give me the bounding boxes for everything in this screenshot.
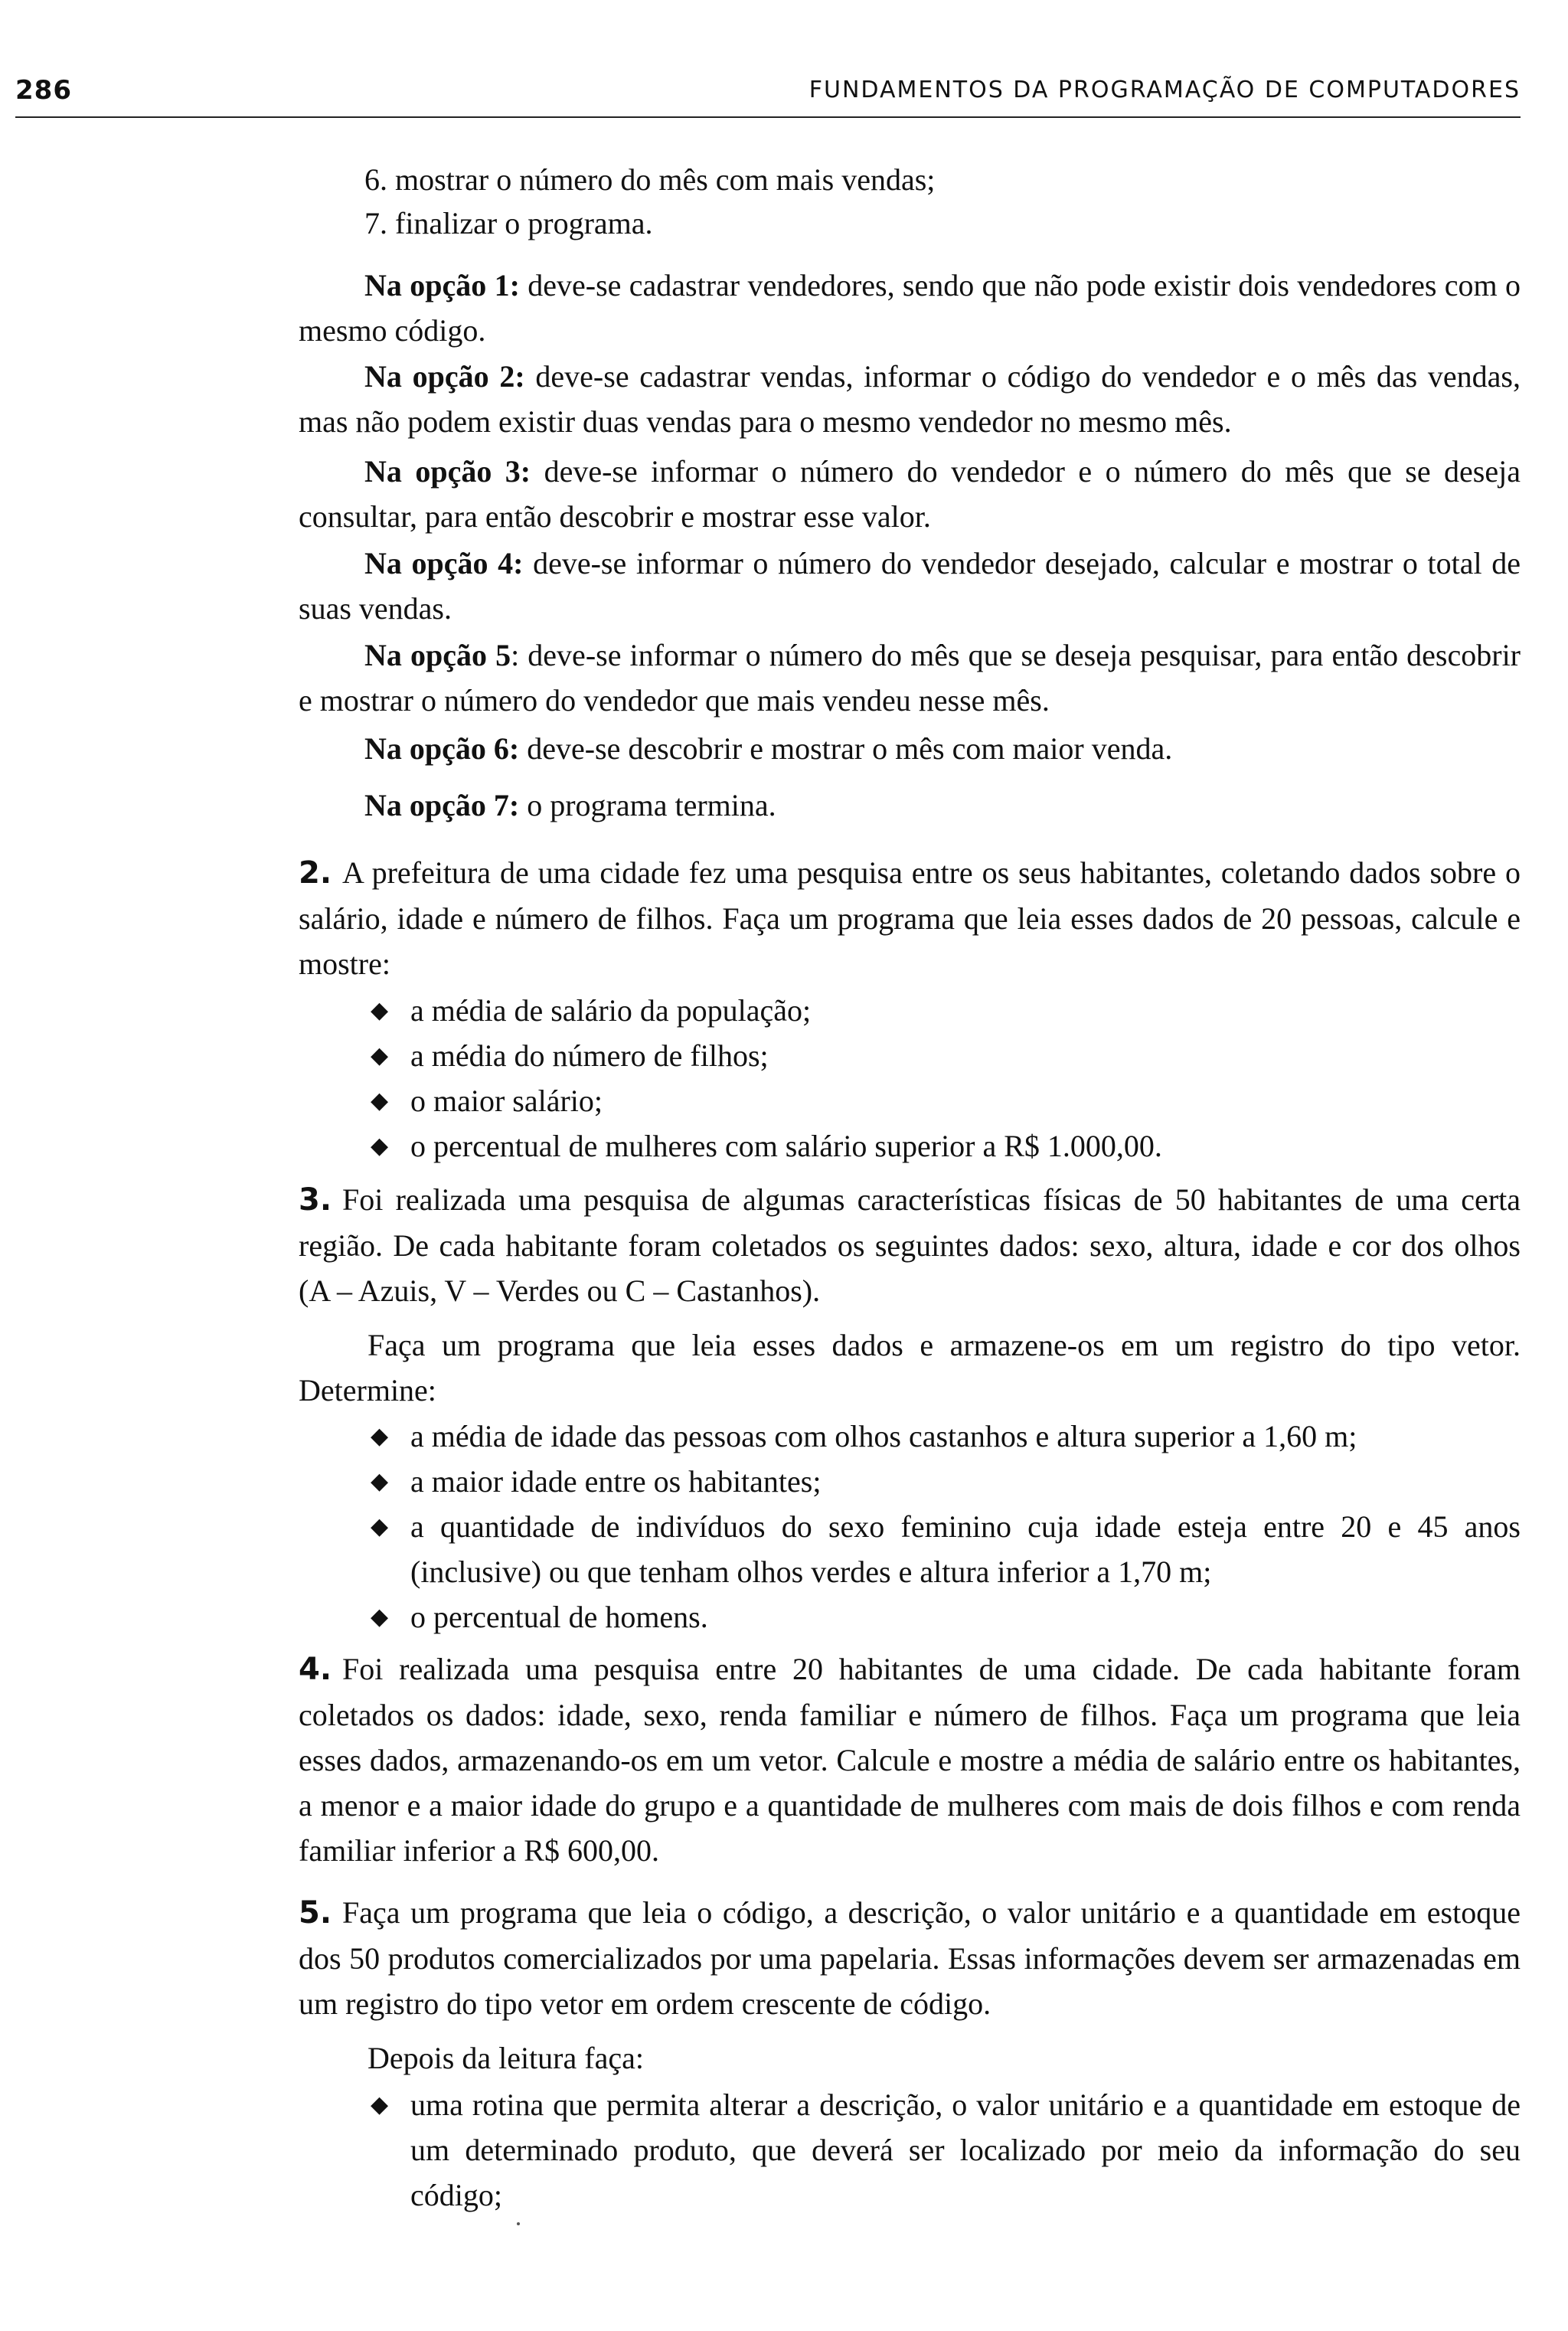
running-title: FUNDAMENTOS DA PROGRAMAÇÃO DE COMPUTADORES: [808, 77, 1521, 103]
exercise-text: Faça um programa que leia o código, a descrição, o valor unitário e a quantidade em estoque dos 50 produtos comercializados por uma papelaria. Essas informações devem ser armazenadas em um registro do tipo vetor em ordem crescente de código.: [299, 1895, 1521, 2021]
list-item: ◆ a média de idade das pessoas com olhos castanhos e altura superior a 1,60 m;: [363, 1414, 1521, 1459]
menu-item-6: 6. mostrar o número do mês com mais vendas;: [364, 162, 936, 197]
option-6: [364, 726, 1521, 771]
menu-item-7: 7. finalizar o programa.: [364, 206, 653, 240]
page-header: [15, 70, 1521, 118]
exercise-3-bullets: [363, 1414, 1521, 1640]
exercise-number: 3.: [299, 1182, 332, 1218]
option-1: [299, 263, 1521, 353]
list-item: ◆ a quantidade de indivíduos do sexo feminino cuja idade esteja entre 20 e 45 anos (inclusive) ou que tenham olhos verdes e altura inferior a 1,70 m;: [363, 1504, 1521, 1594]
exercise-5: [299, 1890, 1521, 2081]
option-label: Na opção 2:: [364, 359, 525, 394]
diamond-bullet-icon: ◆: [371, 1469, 389, 1494]
option-text: deve-se cadastrar vendedores, sendo que não pode existir dois vendedores com o mesmo código.: [299, 268, 1521, 348]
diamond-bullet-icon: ◆: [371, 998, 389, 1023]
option-label: Na opção 1:: [364, 268, 520, 302]
page-number: 286: [15, 75, 72, 106]
option-4: [299, 541, 1521, 631]
scan-speck: [517, 2222, 520, 2225]
exercise-text-2: Depois da leitura faça:: [368, 2041, 644, 2075]
option-3: [299, 449, 1521, 539]
option-text: deve-se informar o número do vendedor desejado, calcular e mostrar o total de suas vendas.: [299, 546, 1521, 626]
exercise-2-bullets: [363, 988, 1521, 1169]
exercise-number: 4.: [299, 1652, 332, 1687]
list-item: ◆ a média do número de filhos;: [363, 1033, 1521, 1078]
exercise-text: Foi realizada uma pesquisa de algumas características físicas de 50 habitantes de uma certa região. De cada habitante foram coletados os seguintes dados: sexo, altura, idade e cor dos olhos (A – Azuis, V – Verdes ou C – Castanhos).: [299, 1182, 1521, 1308]
exercise-text: Foi realizada uma pesquisa entre 20 habitantes de uma cidade. De cada habitante foram coletados os dados: idade, sexo, renda familiar e número de filhos. Faça um programa que leia esses dados, armazenando-os em um vetor. Calcule e mostre a média de salário entre os habitantes, a menor e a maior idade do grupo e a quantidade de mulheres com mais de dois filhos e com renda familiar inferior a R$ 600,00.: [299, 1652, 1521, 1868]
option-label: Na opção 7:: [364, 788, 520, 822]
option-text: deve-se informar o número do vendedor e o número do mês que se deseja consultar, para então descobrir e mostrar esse valor.: [299, 454, 1521, 534]
option-label: Na opção 3:: [364, 454, 531, 489]
list-item: ◆ o percentual de homens.: [363, 1594, 1521, 1640]
diamond-bullet-icon: ◆: [371, 1604, 389, 1630]
exercise-3: [299, 1177, 1521, 1413]
exercise-number: 5.: [299, 1895, 332, 1931]
option-label: Na opção 6:: [364, 731, 520, 766]
diamond-bullet-icon: ◆: [371, 1514, 389, 1539]
option-label: Na opção 5: [364, 638, 511, 672]
exercise-text-2: Faça um programa que leia esses dados e armazene-os em um registro do tipo vetor. Determine:: [299, 1328, 1521, 1407]
list-item: ◆ o maior salário;: [363, 1078, 1521, 1123]
option-text: o programa termina.: [519, 788, 776, 822]
list-item: ◆ o percentual de mulheres com salário superior a R$ 1.000,00.: [363, 1123, 1521, 1169]
option-text: deve-se cadastrar vendas, informar o código do vendedor e o mês das vendas, mas não podem existir duas vendas para o mesmo vendedor no mesmo mês.: [299, 359, 1521, 439]
diamond-bullet-icon: ◆: [371, 2092, 389, 2117]
option-5: [299, 633, 1521, 723]
option-text: : deve-se informar o número do mês que se deseja pesquisar, para então descobrir e mostrar o número do vendedor que mais vendeu nesse mês.: [299, 638, 1521, 718]
exercise-text: A prefeitura de uma cidade fez uma pesquisa entre os seus habitantes, coletando dados sobre o salário, idade e número de filhos. Faça um programa que leia esses dados de 20 pessoas, calcule e mostre:: [299, 855, 1521, 981]
diamond-bullet-icon: ◆: [371, 1043, 389, 1068]
option-2: [299, 354, 1521, 444]
diamond-bullet-icon: ◆: [371, 1133, 389, 1159]
list-item: ◆ uma rotina que permita alterar a descrição, o valor unitário e a quantidade em estoque de um determinado produto, que deverá ser localizado por meio da informação do seu código;: [363, 2082, 1521, 2218]
diamond-bullet-icon: ◆: [371, 1088, 389, 1113]
list-item: ◆ a maior idade entre os habitantes;: [363, 1459, 1521, 1504]
exercise-4: [299, 1646, 1521, 1873]
option-label: Na opção 4:: [364, 546, 524, 580]
option-7: [364, 783, 1521, 828]
list-item: ◆ a média de salário da população;: [363, 988, 1521, 1033]
exercise-number: 2.: [299, 855, 332, 891]
option-text: deve-se descobrir e mostrar o mês com maior venda.: [519, 731, 1173, 766]
exercise-5-bullets: [363, 2082, 1521, 2218]
exercise-2: [299, 850, 1521, 986]
diamond-bullet-icon: ◆: [371, 1424, 389, 1449]
